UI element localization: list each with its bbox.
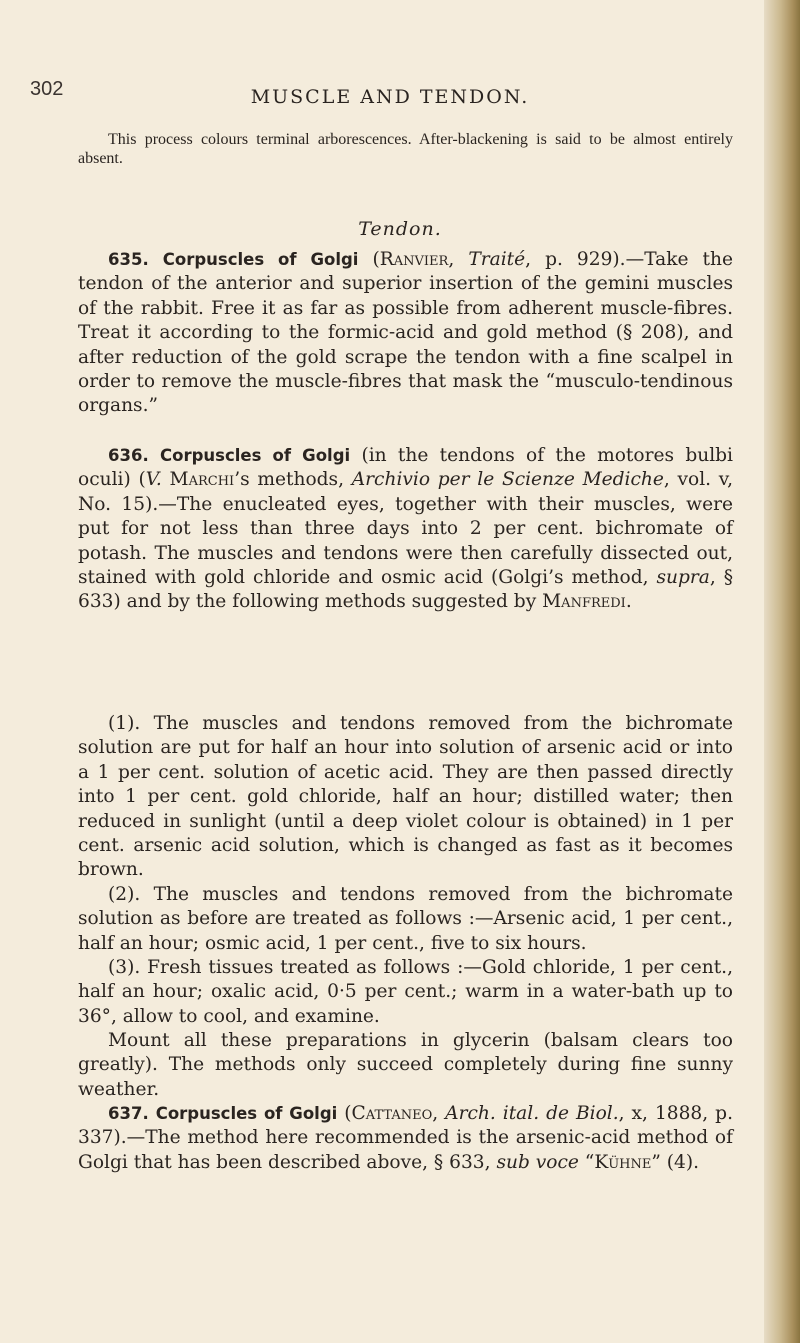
author-kuhne: Kühne [594, 1151, 652, 1173]
paragraph-heading: Corpuscles of Golgi [162, 250, 359, 269]
paren: ( [337, 1103, 352, 1124]
paragraph-number: 636. [108, 446, 149, 465]
paragraph-636 [78, 444, 733, 615]
separator: , [432, 1103, 446, 1124]
reference-author: Ranvier [379, 249, 449, 270]
method-3: (3). Fresh tissues treated as follows :—Gold chloride, 1 per cent., half an hour; oxalic acid, 0·5 per cent.; warm in a water-bath up to 36°, allow to cool, and examine. [78, 957, 733, 1027]
author-manfredi: Manfredi [542, 591, 626, 613]
reference-title: Traité [468, 249, 526, 270]
journal-rest: , x, 1888, p. 337). [78, 1103, 733, 1149]
paragraph-635 [78, 248, 733, 419]
section-title: Tendon. [358, 218, 442, 240]
paragraph-end: . [625, 591, 632, 613]
sub-voce: sub voce [496, 1151, 579, 1173]
separator: , [448, 249, 469, 270]
paragraph-text: —The enucleated eyes, together with their muscles, were put for not less than three days into 2 per cent. bichromate of potash. The muscles and tendons were then carefully dissected out, stained with gold chloride and osmic acid (Golgi’s method, [78, 493, 733, 589]
mounting-paragraph: Mount all these preparations in glycerin (balsam clears too greatly). The methods only succeed completely during fine sunny weather. [78, 1030, 733, 1100]
author-name: Marchi [169, 469, 235, 491]
page-edge-binding [764, 0, 800, 1343]
page-number: 302 [30, 78, 64, 100]
paragraph-end: ” (4). [651, 1151, 700, 1173]
reference-rest: , p. 929). [525, 249, 626, 270]
method-1: (1). The muscles and tendons removed from the bichromate solution are put for half an hour into solution of arsenic acid or into a 1 per cent. solution of acetic acid. They are then passed directly into 1 per cent. gold chloride, half an hour; distilled water; then reduced in sunlight (until a deep violet colour is obtained) in 1 per cent. arsenic acid solution, which is changed as fast as it becomes brown. [78, 713, 733, 881]
author-initial: V. [145, 469, 162, 491]
journal-title: Arch. ital. de Biol. [445, 1103, 619, 1124]
paragraph-heading: Corpuscles of Golgi [155, 1104, 338, 1123]
paragraph-text: —Take the tendon of the anterior and superior insertion of the gemini muscles of the rabbit. Free it as far as possible from adherent muscle-fibres. Treat it according to the formic-acid and gold method (§ 208), and after reduction of the gold scrape the tendon with a fine scalpel in order to remove the muscle-fibres that mask the “musculo-tendinous organs.” [78, 249, 733, 417]
page-header [30, 78, 750, 108]
author-cattaneo: Cattaneo [351, 1103, 433, 1124]
paragraph-lead: (in the tendons of the motores bulbi oculi) ( [78, 445, 733, 491]
paragraph-637 [78, 1102, 733, 1175]
space [162, 469, 170, 490]
paren: ( [358, 249, 380, 270]
paragraph-number: 637. [108, 1104, 149, 1123]
open-quote: “ [578, 1151, 595, 1173]
journal-rest: , vol. v, No. 15). [78, 469, 733, 515]
paragraph-heading: Corpuscles of Golgi [160, 446, 351, 465]
paragraph-text: —The method here recommended is the arsenic-acid method of Golgi that has been described above, § 633, [78, 1127, 733, 1173]
paragraph-text-continued: , § 633) and by the following methods suggested by [78, 567, 734, 613]
running-head: MUSCLE AND TENDON. [250, 86, 530, 108]
author-suffix: ’s methods, [234, 469, 352, 491]
supra-word: supra [656, 567, 710, 589]
journal-title: Archivio per le Scienze Mediche [351, 469, 664, 491]
intro-paragraph: This process colours terminal arborescences. After-blackening is said to be almost entirely absent. [78, 131, 733, 167]
method-2: (2). The muscles and tendons removed from the bichromate solution as before are treated as follows :—Arsenic acid, 1 per cent., half an hour; osmic acid, 1 per cent., five to six hours. [78, 884, 733, 954]
paragraph-number: 635. [108, 250, 149, 269]
